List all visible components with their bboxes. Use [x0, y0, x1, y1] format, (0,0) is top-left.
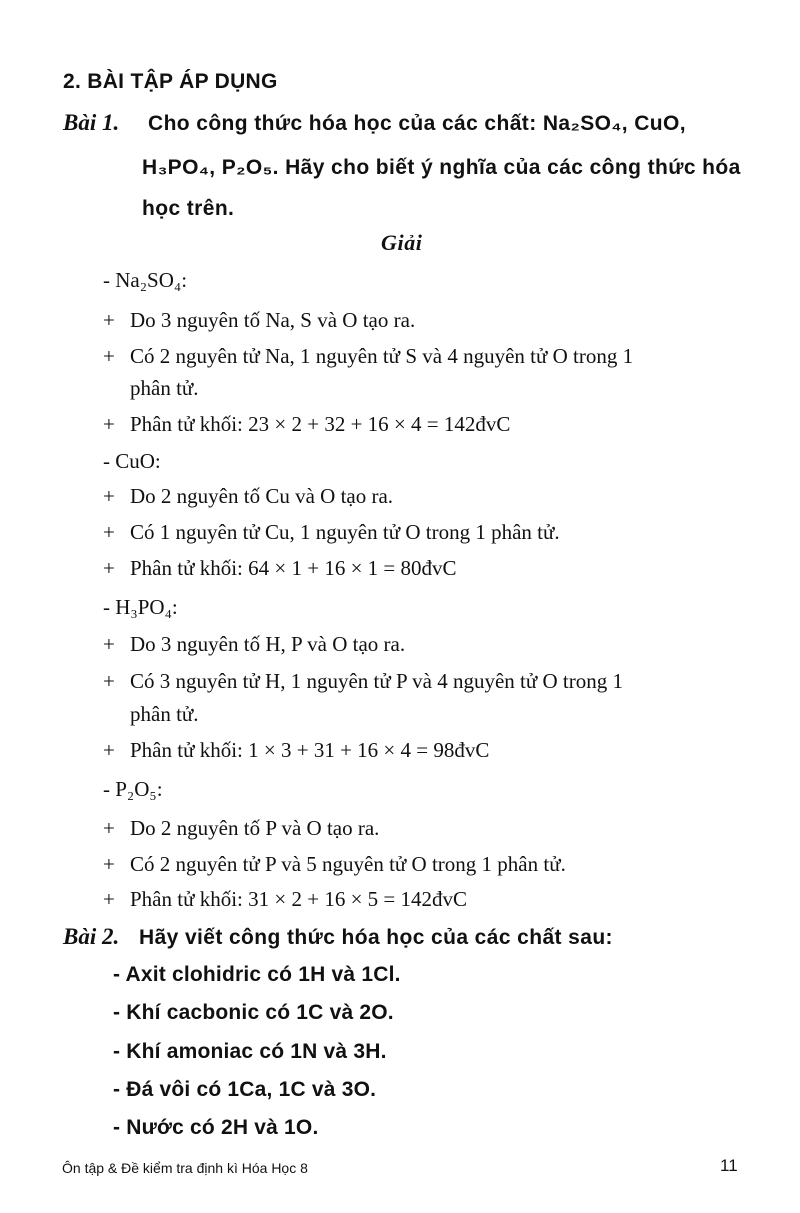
- exercise-2-item: - Nước có 2H và 1O.: [113, 1116, 319, 1139]
- bullet-plus: +: [103, 308, 115, 332]
- footer-book-title: Ôn tập & Đề kiểm tra định kì Hóa Học 8: [62, 1160, 308, 1176]
- compound-p2o5-atoms: [103, 852, 566, 877]
- bullet-plus: +: [103, 669, 115, 693]
- bullet-plus: +: [103, 852, 115, 876]
- bullet-text: Do 2 nguyên tố P và O tạo ra.: [130, 816, 380, 840]
- compound-cuo-label: - CuO:: [103, 449, 161, 473]
- page-number: 11: [720, 1156, 738, 1175]
- compound-na2so4-elements: [103, 308, 415, 333]
- exercise-1-line-3: học trên.: [142, 197, 235, 220]
- bullet-plus: +: [103, 632, 115, 656]
- bullet-text: Phân tử khối: 23 × 2 + 32 + 16 × 4 = 142đvC: [130, 412, 511, 436]
- bullet-plus: +: [103, 887, 115, 911]
- bullet-text: Do 3 nguyên tố H, P và O tạo ra.: [130, 632, 406, 656]
- bullet-plus: +: [103, 344, 115, 368]
- compound-h3po4-atoms: [103, 669, 623, 694]
- bullet-text: Có 2 nguyên tử Na, 1 nguyên tử S và 4 nguyên tử O trong 1: [130, 344, 634, 368]
- section-title: 2. BÀI TẬP ÁP DỤNG: [63, 70, 278, 93]
- bullet-plus: +: [103, 484, 115, 508]
- compound-na2so4-mass: [103, 412, 510, 437]
- compound-h3po4-atoms-continued: phân tử.: [130, 702, 199, 726]
- compound-p2o5-elements: [103, 816, 379, 841]
- exercise-2-label: Bài 2.: [63, 924, 120, 949]
- compound-cuo-elements: [103, 484, 393, 509]
- bullet-text: Có 1 nguyên tử Cu, 1 nguyên tử O trong 1 phân tử.: [130, 520, 560, 544]
- compound-cuo-atoms: [103, 520, 560, 545]
- bullet-plus: +: [103, 816, 115, 840]
- exercise-2-item: - Đá vôi có 1Ca, 1C và 3O.: [113, 1078, 377, 1101]
- bullet-text: Do 3 nguyên tố Na, S và O tạo ra.: [130, 308, 416, 332]
- bullet-text: Có 2 nguyên tử P và 5 nguyên tử O trong 1 phân tử.: [130, 852, 566, 876]
- compound-na2so4-label: - Na₂SO₄:: [103, 268, 188, 292]
- compound-cuo-mass: [103, 556, 457, 581]
- compound-p2o5-mass: [103, 887, 467, 912]
- solution-heading: Giải: [381, 230, 423, 255]
- exercise-2-item: - Axit clohidric có 1H và 1Cl.: [113, 963, 401, 986]
- compound-h3po4-mass: [103, 738, 489, 763]
- compound-h3po4-elements: [103, 632, 405, 657]
- compound-h3po4-label: - H₃PO₄:: [103, 595, 178, 619]
- compound-p2o5-label: - P₂O₅:: [103, 777, 163, 801]
- exercise-1-line-1: Cho công thức hóa học của các chất: Na₂SO₄, CuO,: [148, 112, 686, 135]
- bullet-text: Do 2 nguyên tố Cu và O tạo ra.: [130, 484, 394, 508]
- bullet-plus: +: [103, 738, 115, 762]
- bullet-text: Có 3 nguyên tử H, 1 nguyên tử P và 4 nguyên tử O trong 1: [130, 669, 623, 693]
- compound-na2so4-atoms-continued: phân tử.: [130, 376, 199, 400]
- bullet-text: Phân tử khối: 1 × 3 + 31 + 16 × 4 = 98đvC: [130, 738, 490, 762]
- exercise-2-item: - Khí cacbonic có 1C và 2O.: [113, 1001, 394, 1024]
- exercise-1-label: Bài 1.: [63, 110, 120, 135]
- bullet-text: Phân tử khối: 64 × 1 + 16 × 1 = 80đvC: [130, 556, 457, 580]
- bullet-plus: +: [103, 556, 115, 580]
- exercise-2-item: - Khí amoniac có 1N và 3H.: [113, 1040, 387, 1063]
- exercise-1-line-2: H₃PO₄, P₂O₅. Hãy cho biết ý nghĩa của các công thức hóa: [142, 156, 741, 179]
- bullet-plus: +: [103, 412, 115, 436]
- exercise-2-text: Hãy viết công thức hóa học của các chất sau:: [139, 926, 613, 949]
- bullet-plus: +: [103, 520, 115, 544]
- compound-na2so4-atoms: [103, 344, 633, 369]
- bullet-text: Phân tử khối: 31 × 2 + 16 × 5 = 142đvC: [130, 887, 468, 911]
